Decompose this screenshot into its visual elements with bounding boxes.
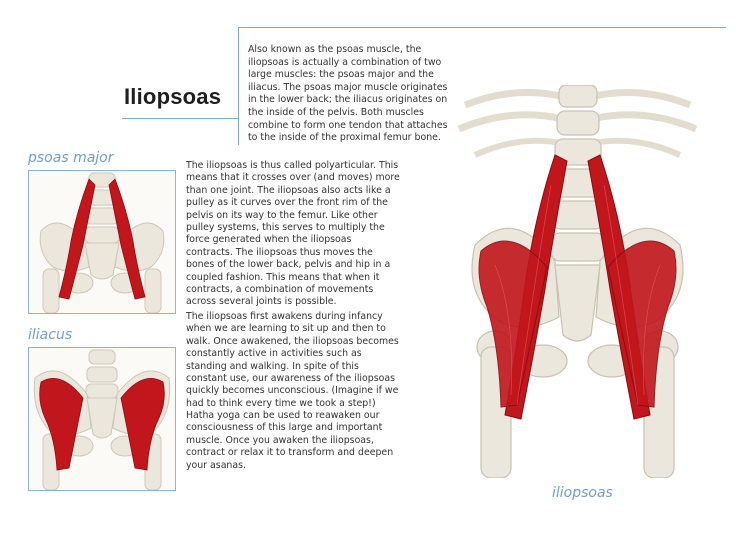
iliopsoas-skeleton-image	[455, 85, 700, 478]
iliacus-pelvis-image	[29, 348, 175, 490]
header-rule-top	[238, 27, 726, 28]
caption-iliacus: iliacus	[28, 327, 73, 343]
psoas-major-illustration	[28, 170, 176, 314]
body-paragraph-3: Hatha yoga can be used to reawaken our consciousness of this large and important muscle. Once you awaken the iliopsoas, contract or relax it to transform and deepen your asanas.	[186, 410, 394, 471]
page-title: Iliopsoas	[124, 84, 222, 109]
iliopsoas-illustration	[455, 85, 700, 478]
title-underline	[122, 118, 239, 119]
body-paragraph-2: The iliopsoas first awakens during infancy when we are learning to sit up and then to walk. Once awakened, the iliopsoas becomes constantly active in activities such as standing and walking. In spite of this constant use, our awareness of the iliopsoas quickly becomes unconscious. (Imagine if we had to think every time we took a step!)	[186, 311, 399, 409]
body-paragraph-1: The iliopsoas is thus called polyarticular. This means that it crosses over (and moves) more than one joint. The iliopsoas also acts like a pulley as it curves over the front rim of the pelvis on its way to the femur. Like other pulley systems, this serves to multiply the force generated when the iliopsoas contracts. The iliopsoas thus moves the bones of the lower back, pelvis and hip in a coupled fashion. This means that when it contracts, a combination of movements across several joints is possible.	[186, 160, 400, 308]
iliacus-illustration	[28, 347, 176, 491]
caption-iliopsoas: iliopsoas	[552, 485, 613, 501]
header-rule-vertical	[238, 27, 239, 145]
caption-psoas-major: psoas major	[28, 150, 114, 166]
psoas-major-pelvis-image	[29, 171, 175, 313]
intro-paragraph: Also known as the psoas muscle, the iliopsoas is actually a combination of two large muscles: the psoas major and the iliacus. The psoas major muscle originates in the lower back; the iliacus originates on the inside of the pelvis. Both muscles combine to form one tendon that attaches to the inside of the proximal femur bone.	[248, 44, 448, 144]
